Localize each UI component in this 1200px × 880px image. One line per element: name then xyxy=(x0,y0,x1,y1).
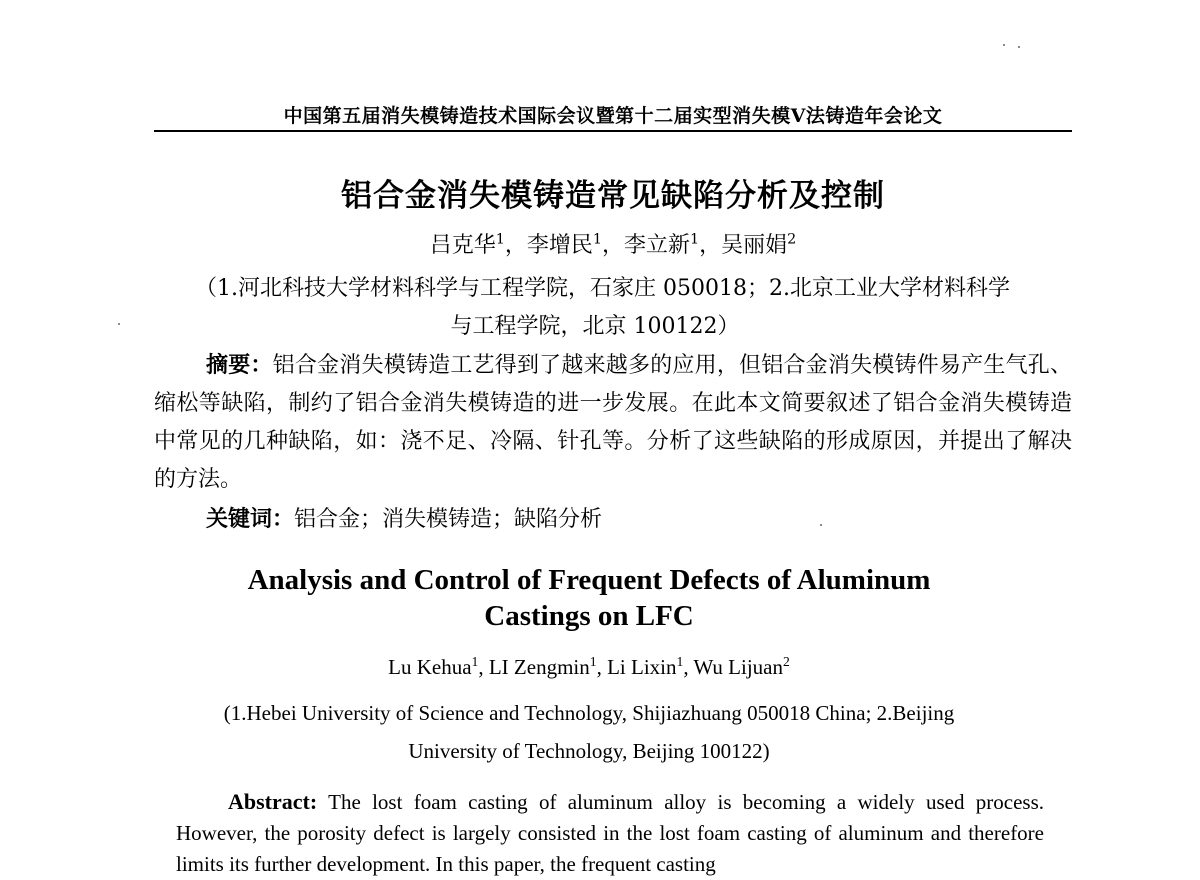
affiliation-mark: 2 xyxy=(783,654,790,669)
chinese-abstract-label: 摘要： xyxy=(206,352,273,378)
chinese-keywords xyxy=(206,502,602,533)
chinese-authors xyxy=(154,228,1072,259)
english-affiliation-line-2: University of Technology, Beijing 100122) xyxy=(408,739,770,763)
author-separator: , xyxy=(683,655,694,679)
author-name: Lu Kehua xyxy=(388,655,472,679)
scan-speck xyxy=(1018,46,1020,48)
chinese-affiliations xyxy=(195,270,1085,346)
author-name: 李立新 xyxy=(624,233,691,258)
english-abstract-text: The lost foam casting of aluminum alloy is becoming a widely used process. However, the porosity defect is largely consisted in the lost foam casting of aluminum and therefore limits its further development. In this paper, the frequent casting xyxy=(176,790,1044,876)
affiliation-mark: 1 xyxy=(592,231,602,248)
author-separator: ， xyxy=(699,233,722,258)
affiliation-mark: 2 xyxy=(787,231,797,248)
english-authors xyxy=(154,655,1024,680)
scan-speck xyxy=(1003,44,1005,46)
affiliation-mark: 1 xyxy=(471,654,479,669)
chinese-abstract xyxy=(154,346,1072,499)
english-affiliations xyxy=(154,694,1024,770)
conference-header: 中国第五届消失模铸造技术国际会议暨第十二届实型消失模V法铸造年会论文 xyxy=(283,105,943,127)
chinese-affiliation-line-1: （1.河北科技大学材料科学与工程学院，石家庄 050018；2.北京工业大学材料科学 xyxy=(195,276,1010,301)
author-separator: ， xyxy=(504,233,527,258)
english-abstract xyxy=(176,786,1044,880)
chinese-title: 铝合金消失模铸造常见缺陷分析及控制 xyxy=(341,178,885,214)
english-title xyxy=(154,562,1024,634)
chinese-abstract-text: 铝合金消失模铸造工艺得到了越来越多的应用，但铝合金消失模铸件易产生气孔、缩松等缺陷，制约了铝合金消失模铸造的进一步发展。在此本文简要叙述了铝合金消失模铸造中常见的几种缺陷，如：浇不足、冷隔、针孔等。分析了这些缺陷的形成原因，并提出了解决的方法。 xyxy=(154,353,1072,492)
affiliation-mark: 1 xyxy=(495,231,505,248)
english-affiliation-line-1: (1.Hebei University of Science and Technology, Shijiazhuang 050018 China; 2.Beijing xyxy=(223,701,955,725)
english-abstract-label: Abstract: xyxy=(228,789,318,814)
chinese-keywords-label: 关键词： xyxy=(206,506,295,532)
header-rule xyxy=(154,130,1072,132)
author-separator: , xyxy=(478,655,489,679)
author-name: 李增民 xyxy=(526,233,593,258)
chinese-keywords-text: 铝合金；消失模铸造；缺陷分析 xyxy=(294,507,603,532)
author-separator: , xyxy=(596,655,608,679)
author-name: 吴丽娟 xyxy=(721,233,788,258)
affiliation-mark: 1 xyxy=(589,654,597,669)
author-name: Li Lixin xyxy=(607,655,677,679)
affiliation-mark: 1 xyxy=(690,231,700,248)
scan-speck xyxy=(118,323,120,325)
english-title-line-2: Castings on LFC xyxy=(484,600,694,632)
author-name: Wu Lijuan xyxy=(693,655,784,679)
author-name: LI Zengmin xyxy=(488,655,590,679)
chinese-affiliation-line-2: 与工程学院，北京 100122） xyxy=(450,314,740,339)
scan-speck xyxy=(820,524,822,526)
english-title-line-1: Analysis and Control of Frequent Defects of Aluminum xyxy=(247,564,931,596)
affiliation-mark: 1 xyxy=(676,654,684,669)
author-name: 吕克华 xyxy=(429,233,496,258)
author-separator: ， xyxy=(601,233,624,258)
